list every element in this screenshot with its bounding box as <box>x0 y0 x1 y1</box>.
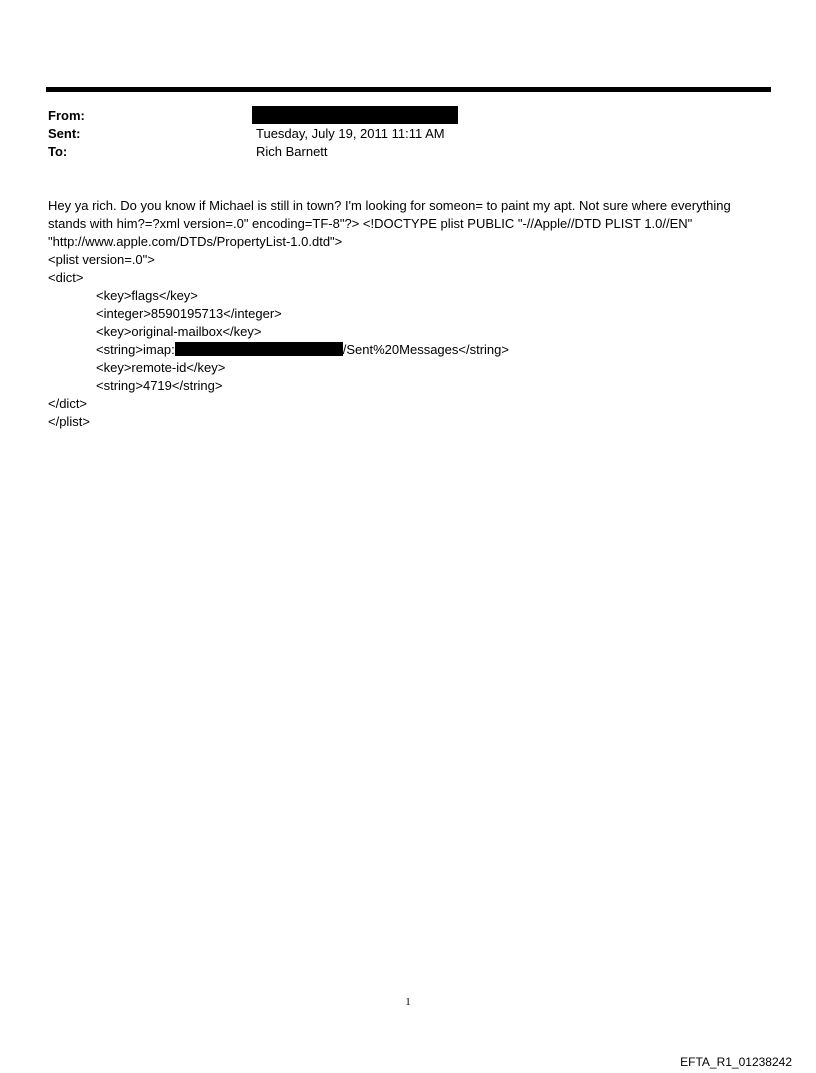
string-imap <box>48 341 772 359</box>
body-paragraph: Hey ya rich. Do you know if Michael is still in town? I'm looking for someon= to paint my apt. Not sure where everything stands with him?=?xml version=.0" encoding=TF-8"?> <!DOCTYPE plist PUBLIC "-//Apple//DTD PLIST 1.0//EN" "http://www.apple.com/DTDs/PropertyList-1.0.dtd"> <box>48 198 731 249</box>
dict-close: </dict> <box>48 396 88 411</box>
header-rule <box>46 87 771 92</box>
plist-close: </plist> <box>48 414 90 429</box>
plist-open: <plist version=.0"> <box>48 252 155 267</box>
from-redaction <box>252 106 458 124</box>
sent-label: Sent: <box>48 126 81 141</box>
page-number: 1 <box>405 996 411 1008</box>
string-imap-prefix: <string>imap: <box>96 342 175 357</box>
string-imap-suffix: /Sent%20Messages</string> <box>342 342 509 357</box>
from-label: From: <box>48 108 85 123</box>
key-remote: <key>remote-id</key> <box>96 360 226 375</box>
to-value: Rich Barnett <box>256 144 328 159</box>
to-label: To: <box>48 144 68 159</box>
integer-flags: <integer>8590195713</integer> <box>96 306 282 321</box>
email-body <box>48 197 772 431</box>
imap-redaction <box>175 342 343 356</box>
key-mailbox: <key>original-mailbox</key> <box>96 324 262 339</box>
sent-value: Tuesday, July 19, 2011 11:11 AM <box>256 126 445 141</box>
string-remote: <string>4719</string> <box>96 378 223 393</box>
dict-open: <dict> <box>48 270 84 285</box>
key-flags: <key>flags</key> <box>96 288 198 303</box>
bates-number: EFTA_R1_01238242 <box>680 1055 792 1069</box>
